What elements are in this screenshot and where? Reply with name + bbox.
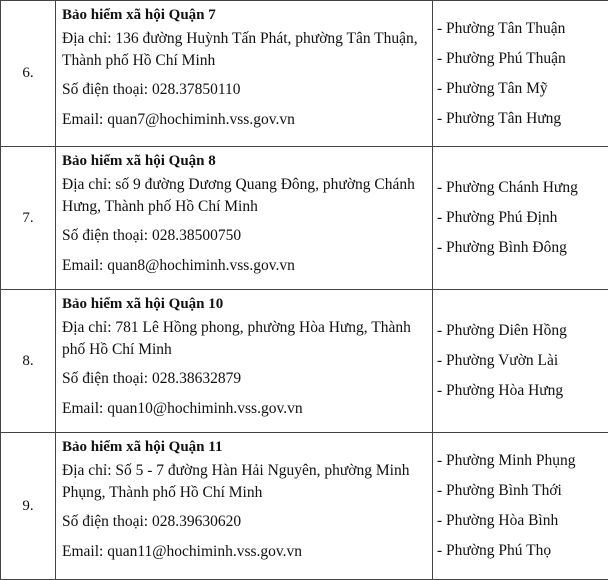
- office-info-cell: [56, 147, 433, 290]
- wards-cell: [433, 290, 608, 433]
- office-address: Địa chỉ: 781 Lê Hồng phong, phường Hòa Hưng, Thành phố Hồ Chí Minh: [62, 319, 411, 358]
- office-name: Bảo hiểm xã hội Quận 7: [62, 7, 216, 23]
- office-info-cell: [56, 1, 433, 147]
- table-row: [1, 433, 608, 580]
- ward-item: - Phường Vườn Lài: [437, 352, 559, 369]
- ward-item: - Phường Tân Hưng: [437, 109, 562, 127]
- row-number: 7.: [1, 147, 56, 290]
- wards-cell: [433, 1, 608, 147]
- table-row: [1, 1, 608, 147]
- office-info-cell: [56, 290, 433, 433]
- office-address: Địa chỉ: số 9 đường Dương Quang Đông, phường Chánh Hưng, Thành phố Hồ Chí Minh: [62, 176, 415, 215]
- office-address: Địa chỉ: 136 đường Huỳnh Tấn Phát, phường Tân Thuận, Thành phố Hồ Chí Minh: [62, 30, 418, 69]
- office-phone: Số điện thoại: 028.38500750: [62, 227, 242, 244]
- office-phone: Số điện thoại: 028.39630620: [62, 513, 242, 530]
- ward-item: - Phường Tân Mỹ: [437, 79, 548, 97]
- office-name: Bảo hiểm xã hội Quận 10: [62, 296, 224, 312]
- wards-cell: [433, 433, 608, 580]
- office-phone: Số điện thoại: 028.38632879: [62, 370, 242, 387]
- office-email: Email: quan7@hochiminh.vss.gov.vn: [62, 111, 295, 128]
- ward-item: - Phường Diên Hồng: [437, 322, 567, 339]
- ward-item: - Phường Chánh Hưng: [437, 179, 578, 196]
- ward-item: - Phường Phú Thọ: [437, 542, 552, 559]
- ward-item: - Phường Minh Phụng: [437, 452, 576, 469]
- ward-item: - Phường Hòa Bình: [437, 512, 559, 529]
- office-email: Email: quan10@hochiminh.vss.gov.vn: [62, 400, 303, 417]
- office-phone: Số điện thoại: 028.37850110: [62, 81, 241, 98]
- office-info-cell: [56, 433, 433, 580]
- ward-item: - Phường Hòa Hưng: [437, 382, 564, 399]
- office-email: Email: quan11@hochiminh.vss.gov.vn: [62, 543, 303, 560]
- office-email: Email: quan8@hochiminh.vss.gov.vn: [62, 257, 295, 274]
- ward-item: - Phường Phú Định: [437, 209, 558, 226]
- office-address: Địa chỉ: Số 5 - 7 đường Hàn Hải Nguyên, phường Minh Phụng, Thành phố Hồ Chí Minh: [62, 462, 410, 501]
- ward-item: - Phường Bình Đông: [437, 239, 567, 256]
- table-row: [1, 147, 608, 290]
- wards-cell: [433, 147, 608, 290]
- table-row: [1, 290, 608, 433]
- office-name: Bảo hiểm xã hội Quận 11: [62, 439, 223, 455]
- row-number: 8.: [1, 290, 56, 433]
- row-number: 6.: [1, 1, 56, 147]
- row-number: 9.: [1, 433, 56, 580]
- ward-item: - Phường Bình Thới: [437, 482, 562, 499]
- ward-item: - Phường Tân Thuận: [437, 19, 566, 37]
- ward-item: - Phường Phú Thuận: [437, 49, 566, 67]
- office-name: Bảo hiểm xã hội Quận 8: [62, 153, 216, 169]
